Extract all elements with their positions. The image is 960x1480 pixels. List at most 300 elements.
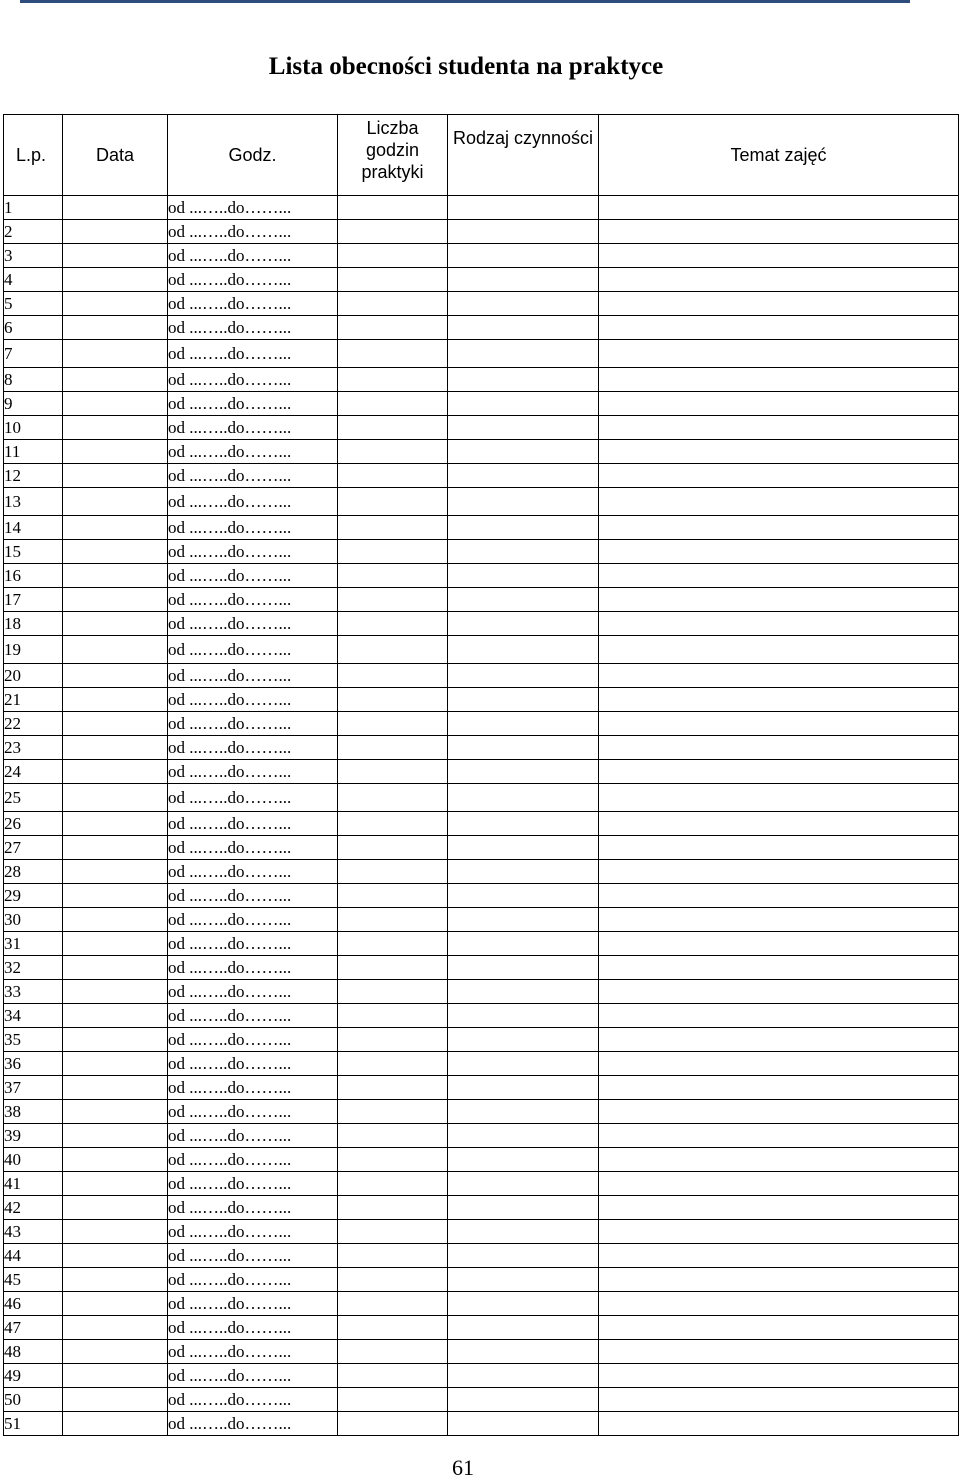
table-row: [4, 812, 959, 836]
row-lp-cell: 29: [4, 884, 63, 908]
row-lp-cell: 44: [4, 1244, 63, 1268]
row-data-cell: [63, 908, 168, 932]
table-row: [4, 1388, 959, 1412]
row-data-cell: [63, 736, 168, 760]
row-data-cell: [63, 612, 168, 636]
row-temat-cell: [599, 1052, 959, 1076]
row-godz-cell: od ...…..do……...: [168, 488, 338, 516]
row-data-cell: [63, 440, 168, 464]
row-temat-cell: [599, 316, 959, 340]
table-row: [4, 368, 959, 392]
row-godz-cell: od ...…..do……...: [168, 1412, 338, 1436]
row-temat-cell: [599, 1028, 959, 1052]
row-rodzaj-cell: [448, 516, 599, 540]
row-rodzaj-cell: [448, 636, 599, 664]
table-row: [4, 1268, 959, 1292]
row-rodzaj-cell: [448, 812, 599, 836]
table-row: [4, 540, 959, 564]
row-lp-cell: 41: [4, 1172, 63, 1196]
row-liczba-godzin-cell: [338, 1076, 448, 1100]
header-rodzaj-czynnosci: Rodzaj czynności: [448, 115, 599, 196]
row-liczba-godzin-cell: [338, 1028, 448, 1052]
row-temat-cell: [599, 244, 959, 268]
table-row: [4, 292, 959, 316]
row-godz-cell: od ...…..do……...: [168, 636, 338, 664]
table-row: [4, 860, 959, 884]
row-liczba-godzin-cell: [338, 1388, 448, 1412]
row-data-cell: [63, 956, 168, 980]
row-data-cell: [63, 1364, 168, 1388]
row-liczba-godzin-cell: [338, 688, 448, 712]
row-temat-cell: [599, 636, 959, 664]
row-rodzaj-cell: [448, 440, 599, 464]
row-godz-cell: od ...…..do……...: [168, 464, 338, 488]
row-data-cell: [63, 488, 168, 516]
row-lp-cell: 22: [4, 712, 63, 736]
row-liczba-godzin-cell: [338, 784, 448, 812]
top-rule: [20, 0, 910, 3]
row-lp-cell: 21: [4, 688, 63, 712]
row-lp-cell: 30: [4, 908, 63, 932]
table-row: [4, 316, 959, 340]
row-lp-cell: 49: [4, 1364, 63, 1388]
row-data-cell: [63, 1340, 168, 1364]
row-lp-cell: 15: [4, 540, 63, 564]
table-body: [4, 196, 959, 1436]
row-data-cell: [63, 1148, 168, 1172]
row-data-cell: [63, 196, 168, 220]
row-data-cell: [63, 784, 168, 812]
row-temat-cell: [599, 1316, 959, 1340]
row-rodzaj-cell: [448, 980, 599, 1004]
table-row: [4, 268, 959, 292]
row-rodzaj-cell: [448, 612, 599, 636]
table-row: [4, 1196, 959, 1220]
row-lp-cell: 50: [4, 1388, 63, 1412]
table-row: [4, 340, 959, 368]
row-lp-cell: 42: [4, 1196, 63, 1220]
row-lp-cell: 1: [4, 196, 63, 220]
row-rodzaj-cell: [448, 196, 599, 220]
row-liczba-godzin-cell: [338, 1124, 448, 1148]
row-lp-cell: 47: [4, 1316, 63, 1340]
row-godz-cell: od ...…..do……...: [168, 1388, 338, 1412]
row-temat-cell: [599, 932, 959, 956]
header-data: Data: [63, 115, 168, 196]
table-row: [4, 760, 959, 784]
table-row: [4, 908, 959, 932]
row-lp-cell: 11: [4, 440, 63, 464]
row-liczba-godzin-cell: [338, 564, 448, 588]
row-lp-cell: 17: [4, 588, 63, 612]
row-rodzaj-cell: [448, 340, 599, 368]
row-rodzaj-cell: [448, 956, 599, 980]
row-rodzaj-cell: [448, 1292, 599, 1316]
row-liczba-godzin-cell: [338, 860, 448, 884]
row-godz-cell: od ...…..do……...: [168, 980, 338, 1004]
row-lp-cell: 20: [4, 664, 63, 688]
table-row: [4, 588, 959, 612]
table-row: [4, 516, 959, 540]
row-lp-cell: 33: [4, 980, 63, 1004]
row-rodzaj-cell: [448, 1076, 599, 1100]
row-godz-cell: od ...…..do……...: [168, 368, 338, 392]
table-row: [4, 1076, 959, 1100]
table-row: [4, 196, 959, 220]
row-godz-cell: od ...…..do……...: [168, 908, 338, 932]
row-temat-cell: [599, 956, 959, 980]
row-lp-cell: 34: [4, 1004, 63, 1028]
row-data-cell: [63, 1028, 168, 1052]
row-temat-cell: [599, 516, 959, 540]
row-godz-cell: od ...…..do……...: [168, 736, 338, 760]
table-row: [4, 564, 959, 588]
table-header-row: [4, 115, 959, 196]
row-data-cell: [63, 368, 168, 392]
row-temat-cell: [599, 1244, 959, 1268]
row-rodzaj-cell: [448, 316, 599, 340]
row-godz-cell: od ...…..do……...: [168, 1028, 338, 1052]
row-lp-cell: 18: [4, 612, 63, 636]
row-godz-cell: od ...…..do……...: [168, 340, 338, 368]
row-liczba-godzin-cell: [338, 1364, 448, 1388]
table-row: [4, 1364, 959, 1388]
row-rodzaj-cell: [448, 416, 599, 440]
row-lp-cell: 4: [4, 268, 63, 292]
table-row: [4, 1100, 959, 1124]
row-temat-cell: [599, 836, 959, 860]
row-liczba-godzin-cell: [338, 836, 448, 860]
row-temat-cell: [599, 1124, 959, 1148]
row-data-cell: [63, 1220, 168, 1244]
row-data-cell: [63, 588, 168, 612]
row-liczba-godzin-cell: [338, 1052, 448, 1076]
row-data-cell: [63, 1196, 168, 1220]
table-row: [4, 980, 959, 1004]
row-rodzaj-cell: [448, 368, 599, 392]
row-rodzaj-cell: [448, 1172, 599, 1196]
row-liczba-godzin-cell: [338, 220, 448, 244]
row-temat-cell: [599, 268, 959, 292]
header-godz: Godz.: [168, 115, 338, 196]
row-godz-cell: od ...…..do……...: [168, 220, 338, 244]
row-rodzaj-cell: [448, 488, 599, 516]
row-data-cell: [63, 884, 168, 908]
row-temat-cell: [599, 540, 959, 564]
row-godz-cell: od ...…..do……...: [168, 956, 338, 980]
row-godz-cell: od ...…..do……...: [168, 1268, 338, 1292]
row-lp-cell: 5: [4, 292, 63, 316]
row-lp-cell: 28: [4, 860, 63, 884]
row-lp-cell: 39: [4, 1124, 63, 1148]
row-temat-cell: [599, 1172, 959, 1196]
row-rodzaj-cell: [448, 1388, 599, 1412]
row-data-cell: [63, 516, 168, 540]
row-temat-cell: [599, 1220, 959, 1244]
row-liczba-godzin-cell: [338, 712, 448, 736]
row-lp-cell: 8: [4, 368, 63, 392]
table-row: [4, 440, 959, 464]
row-liczba-godzin-cell: [338, 1268, 448, 1292]
row-temat-cell: [599, 292, 959, 316]
row-temat-cell: [599, 1268, 959, 1292]
row-rodzaj-cell: [448, 664, 599, 688]
table-row: [4, 1220, 959, 1244]
row-liczba-godzin-cell: [338, 316, 448, 340]
table-row: [4, 1340, 959, 1364]
row-data-cell: [63, 1100, 168, 1124]
row-data-cell: [63, 392, 168, 416]
row-data-cell: [63, 1244, 168, 1268]
row-godz-cell: od ...…..do……...: [168, 1052, 338, 1076]
row-data-cell: [63, 316, 168, 340]
row-liczba-godzin-cell: [338, 464, 448, 488]
row-lp-cell: 23: [4, 736, 63, 760]
row-data-cell: [63, 1124, 168, 1148]
row-rodzaj-cell: [448, 760, 599, 784]
table-row: [4, 1148, 959, 1172]
row-liczba-godzin-cell: [338, 736, 448, 760]
row-liczba-godzin-cell: [338, 932, 448, 956]
row-data-cell: [63, 712, 168, 736]
row-liczba-godzin-cell: [338, 540, 448, 564]
row-godz-cell: od ...…..do……...: [168, 416, 338, 440]
row-temat-cell: [599, 812, 959, 836]
table-row: [4, 1052, 959, 1076]
row-godz-cell: od ...…..do……...: [168, 564, 338, 588]
row-temat-cell: [599, 860, 959, 884]
row-lp-cell: 45: [4, 1268, 63, 1292]
row-temat-cell: [599, 1076, 959, 1100]
row-rodzaj-cell: [448, 884, 599, 908]
row-liczba-godzin-cell: [338, 292, 448, 316]
row-godz-cell: od ...…..do……...: [168, 1076, 338, 1100]
row-rodzaj-cell: [448, 588, 599, 612]
row-lp-cell: 9: [4, 392, 63, 416]
row-rodzaj-cell: [448, 1124, 599, 1148]
row-liczba-godzin-cell: [338, 612, 448, 636]
row-lp-cell: 16: [4, 564, 63, 588]
row-godz-cell: od ...…..do……...: [168, 760, 338, 784]
table-row: [4, 1004, 959, 1028]
row-rodzaj-cell: [448, 464, 599, 488]
row-temat-cell: [599, 688, 959, 712]
row-rodzaj-cell: [448, 1364, 599, 1388]
row-data-cell: [63, 464, 168, 488]
row-godz-cell: od ...…..do……...: [168, 244, 338, 268]
row-data-cell: [63, 1292, 168, 1316]
row-godz-cell: od ...…..do……...: [168, 836, 338, 860]
row-lp-cell: 26: [4, 812, 63, 836]
row-rodzaj-cell: [448, 1100, 599, 1124]
row-temat-cell: [599, 1196, 959, 1220]
row-temat-cell: [599, 612, 959, 636]
row-liczba-godzin-cell: [338, 1220, 448, 1244]
table-row: [4, 220, 959, 244]
header-liczba-godzin: Liczba godzin praktyki: [338, 115, 448, 196]
row-rodzaj-cell: [448, 1148, 599, 1172]
row-godz-cell: od ...…..do……...: [168, 392, 338, 416]
row-lp-cell: 6: [4, 316, 63, 340]
row-godz-cell: od ...…..do……...: [168, 440, 338, 464]
row-rodzaj-cell: [448, 908, 599, 932]
row-data-cell: [63, 836, 168, 860]
row-godz-cell: od ...…..do……...: [168, 612, 338, 636]
row-lp-cell: 14: [4, 516, 63, 540]
row-temat-cell: [599, 784, 959, 812]
header-temat-zajec: Temat zajęć: [599, 115, 959, 196]
row-temat-cell: [599, 980, 959, 1004]
row-data-cell: [63, 292, 168, 316]
row-liczba-godzin-cell: [338, 1196, 448, 1220]
row-rodzaj-cell: [448, 784, 599, 812]
row-data-cell: [63, 1388, 168, 1412]
row-liczba-godzin-cell: [338, 636, 448, 664]
row-data-cell: [63, 860, 168, 884]
table-row: [4, 712, 959, 736]
row-godz-cell: od ...…..do……...: [168, 588, 338, 612]
row-liczba-godzin-cell: [338, 196, 448, 220]
row-lp-cell: 31: [4, 932, 63, 956]
row-liczba-godzin-cell: [338, 1004, 448, 1028]
row-temat-cell: [599, 1412, 959, 1436]
row-temat-cell: [599, 340, 959, 368]
table-row: [4, 244, 959, 268]
row-data-cell: [63, 1052, 168, 1076]
row-liczba-godzin-cell: [338, 1292, 448, 1316]
row-data-cell: [63, 244, 168, 268]
row-data-cell: [63, 1172, 168, 1196]
row-temat-cell: [599, 392, 959, 416]
row-temat-cell: [599, 464, 959, 488]
row-liczba-godzin-cell: [338, 416, 448, 440]
row-lp-cell: 3: [4, 244, 63, 268]
row-lp-cell: 27: [4, 836, 63, 860]
row-liczba-godzin-cell: [338, 908, 448, 932]
row-rodzaj-cell: [448, 392, 599, 416]
row-liczba-godzin-cell: [338, 664, 448, 688]
row-temat-cell: [599, 760, 959, 784]
page-number: 61: [452, 1455, 474, 1480]
row-data-cell: [63, 636, 168, 664]
row-godz-cell: od ...…..do……...: [168, 516, 338, 540]
row-lp-cell: 48: [4, 1340, 63, 1364]
row-liczba-godzin-cell: [338, 1244, 448, 1268]
row-data-cell: [63, 416, 168, 440]
row-lp-cell: 38: [4, 1100, 63, 1124]
row-temat-cell: [599, 488, 959, 516]
row-godz-cell: od ...…..do……...: [168, 884, 338, 908]
row-data-cell: [63, 1004, 168, 1028]
row-godz-cell: od ...…..do……...: [168, 1004, 338, 1028]
row-godz-cell: od ...…..do……...: [168, 812, 338, 836]
row-temat-cell: [599, 736, 959, 760]
row-godz-cell: od ...…..do……...: [168, 712, 338, 736]
row-godz-cell: od ...…..do……...: [168, 860, 338, 884]
row-rodzaj-cell: [448, 292, 599, 316]
row-liczba-godzin-cell: [338, 1148, 448, 1172]
row-liczba-godzin-cell: [338, 980, 448, 1004]
row-data-cell: [63, 1268, 168, 1292]
row-rodzaj-cell: [448, 932, 599, 956]
row-liczba-godzin-cell: [338, 884, 448, 908]
row-lp-cell: 10: [4, 416, 63, 440]
page-title: Lista obecności studenta na praktyce: [268, 53, 664, 80]
row-temat-cell: [599, 1292, 959, 1316]
table-row: [4, 1316, 959, 1340]
table-row: [4, 636, 959, 664]
row-temat-cell: [599, 1100, 959, 1124]
row-liczba-godzin-cell: [338, 268, 448, 292]
table-row: [4, 1244, 959, 1268]
row-lp-cell: 35: [4, 1028, 63, 1052]
row-lp-cell: 19: [4, 636, 63, 664]
table-row: [4, 488, 959, 516]
row-godz-cell: od ...…..do……...: [168, 784, 338, 812]
row-temat-cell: [599, 416, 959, 440]
table-row: [4, 1412, 959, 1436]
row-data-cell: [63, 980, 168, 1004]
table-row: [4, 392, 959, 416]
row-liczba-godzin-cell: [338, 488, 448, 516]
row-rodzaj-cell: [448, 712, 599, 736]
row-temat-cell: [599, 220, 959, 244]
row-godz-cell: od ...…..do……...: [168, 664, 338, 688]
row-lp-cell: 46: [4, 1292, 63, 1316]
row-temat-cell: [599, 440, 959, 464]
table-row: [4, 932, 959, 956]
row-data-cell: [63, 540, 168, 564]
row-rodzaj-cell: [448, 1004, 599, 1028]
row-lp-cell: 24: [4, 760, 63, 784]
row-rodzaj-cell: [448, 836, 599, 860]
row-temat-cell: [599, 664, 959, 688]
row-data-cell: [63, 664, 168, 688]
row-rodzaj-cell: [448, 1052, 599, 1076]
row-temat-cell: [599, 884, 959, 908]
table-row: [4, 416, 959, 440]
table-row: [4, 1172, 959, 1196]
row-data-cell: [63, 564, 168, 588]
row-lp-cell: 2: [4, 220, 63, 244]
row-rodzaj-cell: [448, 1220, 599, 1244]
row-liczba-godzin-cell: [338, 1100, 448, 1124]
row-rodzaj-cell: [448, 244, 599, 268]
row-godz-cell: od ...…..do……...: [168, 1100, 338, 1124]
row-rodzaj-cell: [448, 268, 599, 292]
row-liczba-godzin-cell: [338, 760, 448, 784]
row-godz-cell: od ...…..do……...: [168, 1220, 338, 1244]
header-lp: L.p.: [4, 115, 63, 196]
row-liczba-godzin-cell: [338, 244, 448, 268]
row-godz-cell: od ...…..do……...: [168, 196, 338, 220]
row-lp-cell: 13: [4, 488, 63, 516]
row-godz-cell: od ...…..do……...: [168, 1172, 338, 1196]
row-data-cell: [63, 220, 168, 244]
row-liczba-godzin-cell: [338, 1316, 448, 1340]
row-godz-cell: od ...…..do……...: [168, 1196, 338, 1220]
row-rodzaj-cell: [448, 688, 599, 712]
row-temat-cell: [599, 1364, 959, 1388]
row-godz-cell: od ...…..do……...: [168, 688, 338, 712]
row-data-cell: [63, 760, 168, 784]
row-rodzaj-cell: [448, 1028, 599, 1052]
row-rodzaj-cell: [448, 1340, 599, 1364]
row-lp-cell: 40: [4, 1148, 63, 1172]
row-rodzaj-cell: [448, 1412, 599, 1436]
row-temat-cell: [599, 908, 959, 932]
row-temat-cell: [599, 368, 959, 392]
